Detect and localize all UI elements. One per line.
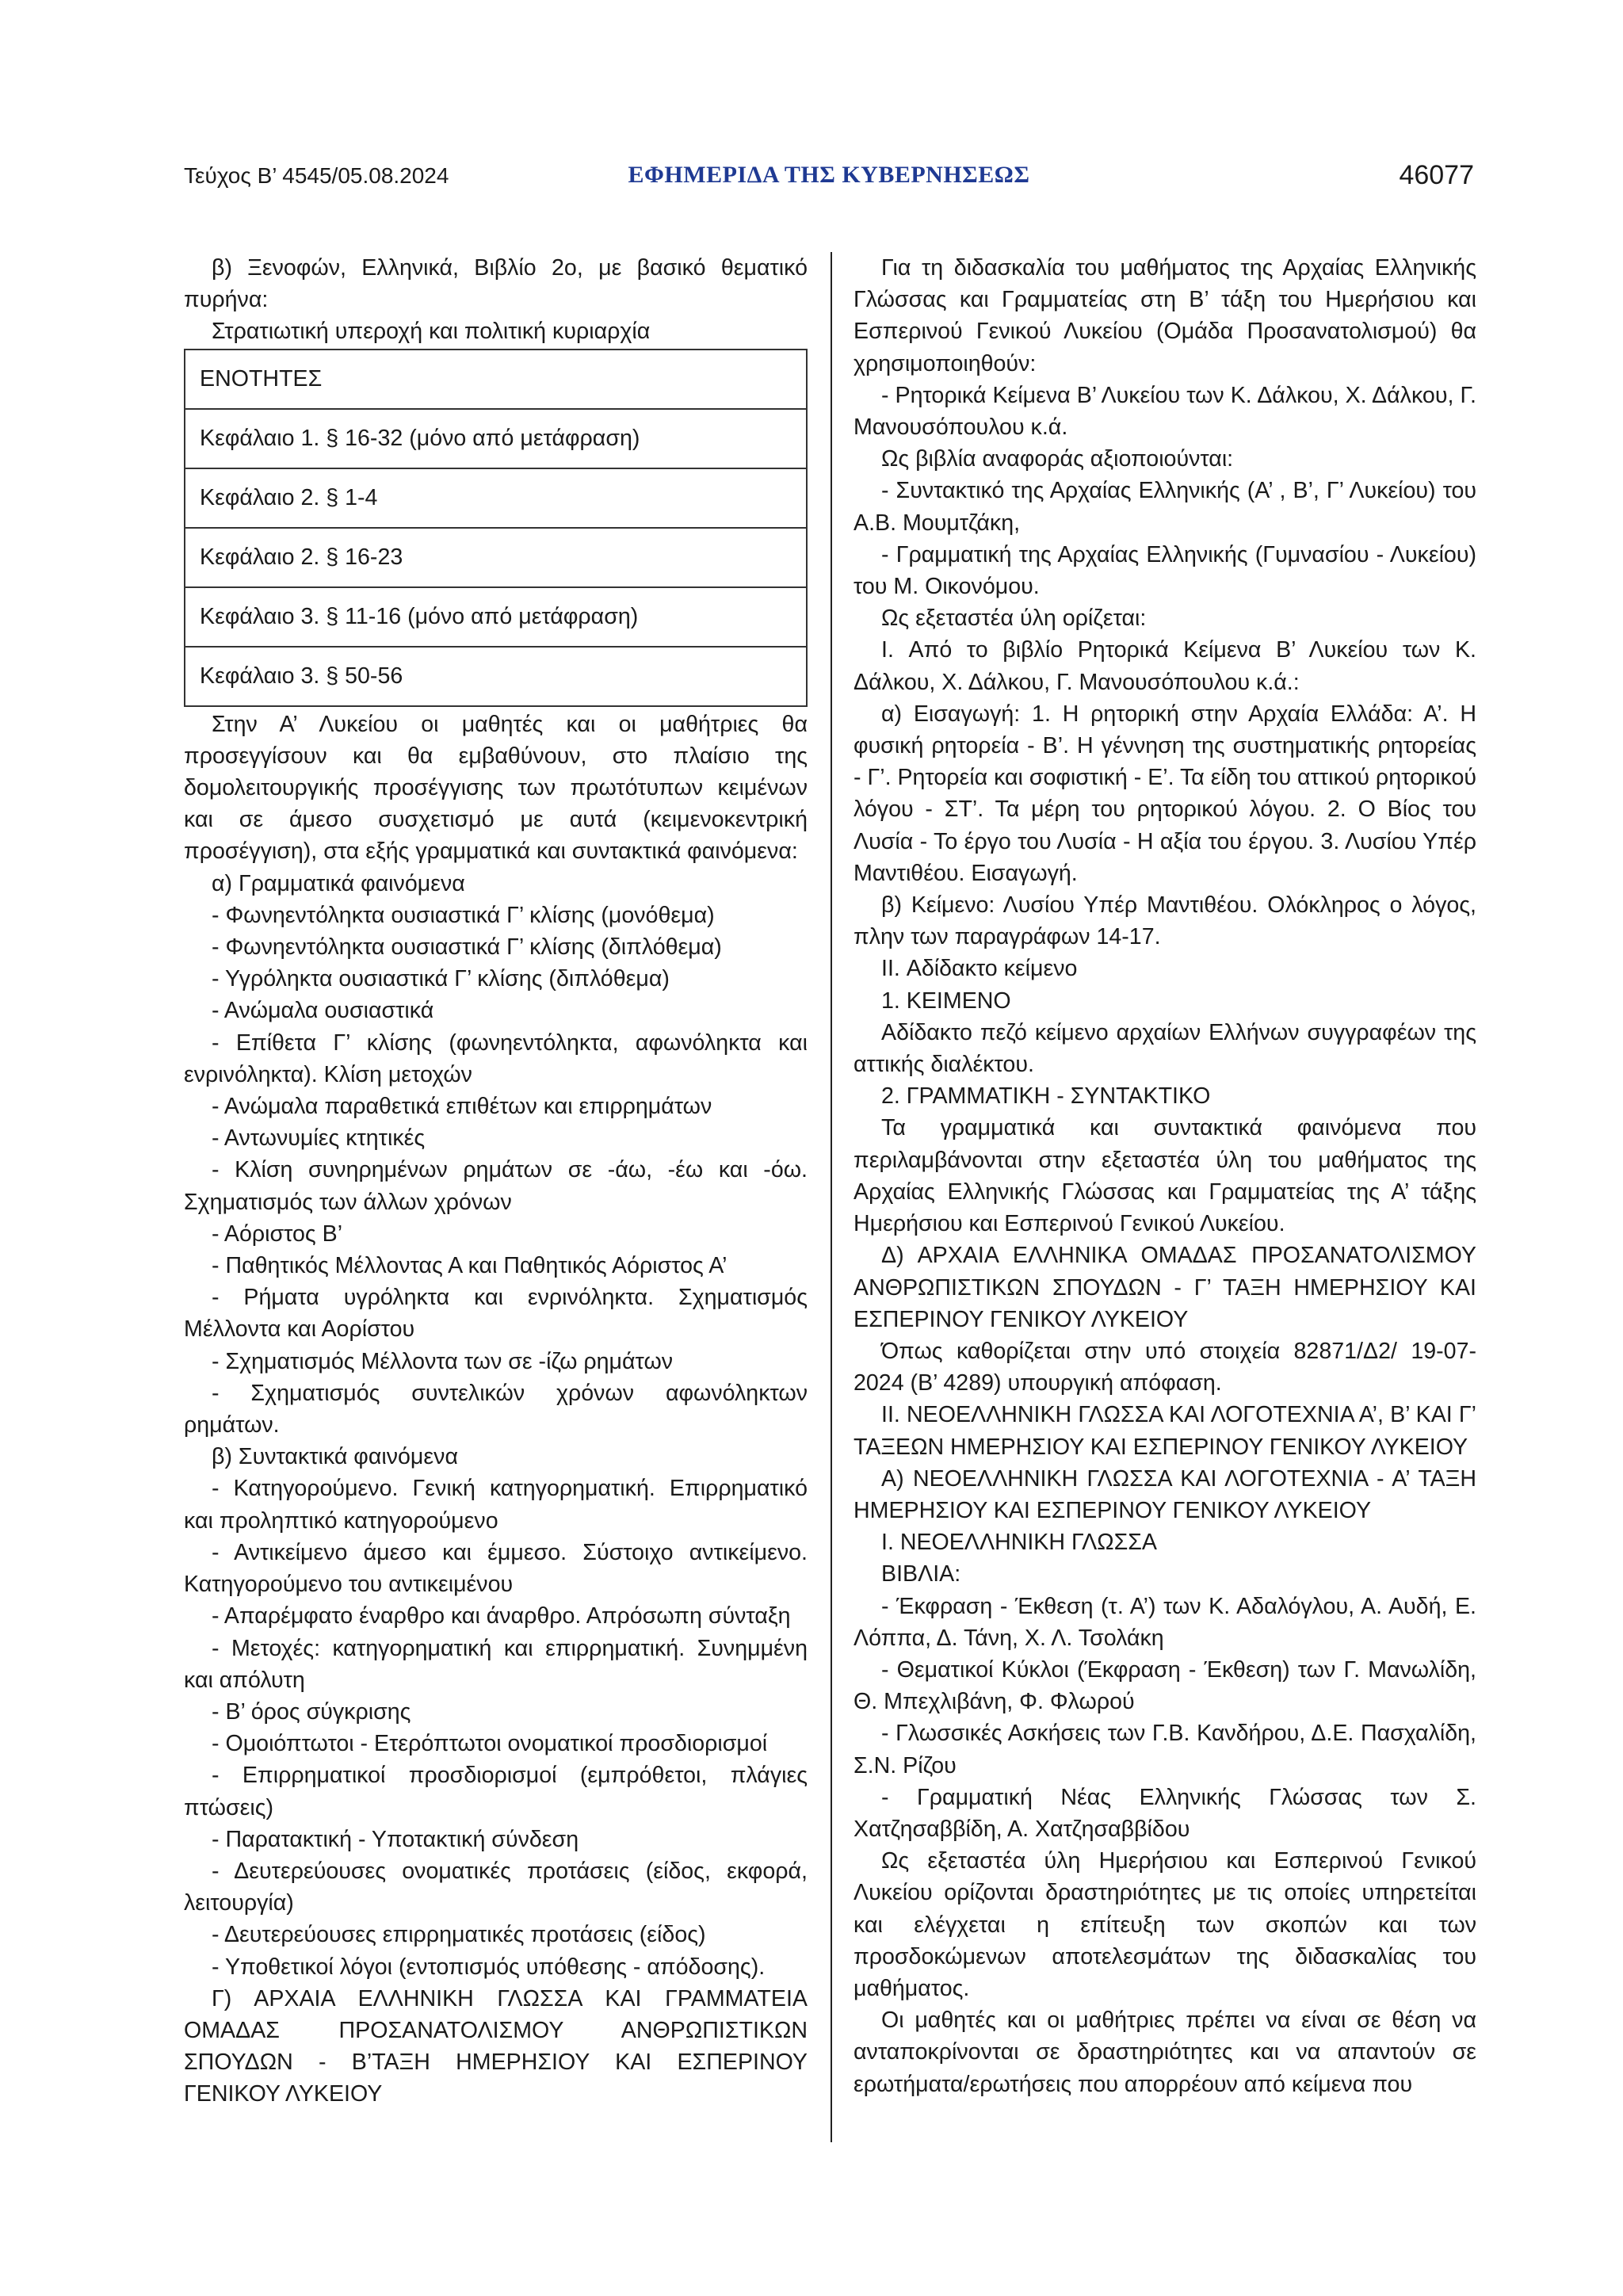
table-cell: Κεφάλαιο 2. § 16-23 [185,528,807,587]
paragraph: I. Από το βιβλίο Ρητορικά Κείμενα Β’ Λυκείου των Κ. Δάλκου, Χ. Δάλκου, Γ. Μανουσόπουλου κ.ά.: [854,637,1476,695]
table-cell: Κεφάλαιο 3. § 50-56 [185,647,807,706]
paragraph: - Ανώμαλα παραθετικά επιθέτων και επιρρημάτων [212,1094,712,1120]
issue-reference: Τεύχος Β’ 4545/05.08.2024 [184,163,449,188]
paragraph: Δ) ΑΡΧΑΙΑ ΕΛΛΗΝΙΚΑ ΟΜΑΔΑΣ ΠΡΟΣΑΝΑΤΟΛΙΣΜΟΥ ΑΝΘΡΩΠΙΣΤΙΚΩΝ ΣΠΟΥΔΩΝ - Γ’ ΤΑΞΗ ΗΜΕΡΗΣΙΟΥ ΚΑΙ ΕΣΠΕΡΙΝΟΥ ΓΕΝΙΚΟΥ ΛΥΚΕΙΟΥ [854,1243,1476,1332]
paragraph: - Επίθετα Γ’ κλίσης (φωνηεντόληκτα, αφωνόληκτα και ενρινόληκτα). Κλίση μετοχών [184,1030,808,1087]
paragraph: - Ομοιόπτωτοι - Ετερόπτωτοι ονοματικοί προσδιορισμοί [212,1731,768,1757]
paragraph: - Έκφραση - Έκθεση (τ. Α’) των Κ. Αδαλόγλου, Α. Αυδή, Ε. Λόππα, Δ. Τάνη, Χ. Λ. Τσολάκη [854,1593,1476,1651]
paragraph: β) Συντακτικά φαινόμενα [212,1444,458,1470]
paragraph: - Γλωσσικές Ασκήσεις των Γ.Β. Κανδήρου, Δ.Ε. Πασχαλίδη, Σ.Ν. Ρίζου [854,1721,1476,1778]
left-column [184,252,808,2111]
paragraph: - Αόριστος Β’ [212,1221,343,1247]
gazette-title: ΕΦΗΜΕΡΙΔΑ ΤΗΣ ΚΥΒΕΡΝΗΣΕΩΣ [628,162,1030,188]
paragraph: I. ΝΕΟΕΛΛΗΝΙΚΗ ΓΛΩΣΣΑ [881,1530,1157,1556]
right-column [854,252,1476,2100]
paragraph: - Παθητικός Μέλλοντας Α και Παθητικός Αόριστος Α’ [212,1253,727,1279]
paragraph: II. Αδίδακτο κείμενο [881,956,1078,982]
table-row [185,528,807,587]
paragraph: - Σχηματισμός συντελικών χρόνων αφωνόληκτων ρημάτων. [184,1380,808,1438]
paragraph: β) Ξενοφών, Ελληνικά, Βιβλίο 2ο, με βασικό θεματικό πυρήνα: [184,255,808,313]
paragraph: Στρατιωτική υπεροχή και πολιτική κυριαρχία [212,319,651,345]
paragraph: Όπως καθορίζεται στην υπό στοιχεία 82871/Δ2/ 19-07-2024 (Β’ 4289) υπουργική απόφαση. [854,1338,1476,1396]
paragraph: - Σχηματισμός Μέλλοντα των σε -ίζω ρημάτων [212,1348,674,1374]
table-row [185,647,807,706]
paragraph: - Γραμματική της Αρχαίας Ελληνικής (Γυμνασίου - Λυκείου) του Μ. Οικονόμου. [854,541,1476,600]
paragraph: - Υποθετικοί λόγοι (εντοπισμός υπόθεσης - απόδοσης). [212,1954,766,1980]
paragraph: - Μετοχές: κατηγορηματική και επιρρηματική. Συνημμένη και απόλυτη [184,1635,808,1693]
paragraph: Α) ΝΕΟΕΛΛΗΝΙΚΗ ΓΛΩΣΣΑ ΚΑΙ ΛΟΓΟΤΕΧΝΙΑ - Α’ ΤΑΞΗ ΗΜΕΡΗΣΙΟΥ ΚΑΙ ΕΣΠΕΡΙΝΟΥ ΓΕΝΙΚΟΥ ΛΥΚΕΙΟΥ [854,1465,1476,1523]
paragraph: - Ρήματα υγρόληκτα και ενρινόληκτα. Σχηματισμός Μέλλοντα και Αορίστου [184,1285,808,1343]
paragraph: - Συντακτικό της Αρχαίας Ελληνικής (Α’ , Β’, Γ’ Λυκείου) του Α.Β. Μουμτζάκη, [854,478,1476,536]
paragraph: - Παρατακτική - Υποτακτική σύνδεση [212,1826,579,1852]
table-row [185,587,807,647]
paragraph: Γ) ΑΡΧΑΙΑ ΕΛΛΗΝΙΚΗ ΓΛΩΣΣΑ ΚΑΙ ΓΡΑΜΜΑΤΕΙΑ ΟΜΑΔΑΣ ΠΡΟΣΑΝΑΤΟΛΙΣΜΟΥ ΑΝΘΡΩΠΙΣΤΙΚΩΝ ΣΠΟΥΔΩΝ - Β’ΤΑΞΗ ΗΜΕΡΗΣΙΟΥ ΚΑΙ ΕΣΠΕΡΙΝΟΥ ΓΕΝΙΚΟΥ ΛΥΚΕΙΟΥ [184,1985,808,2107]
paragraph: - Β’ όρος σύγκρισης [212,1698,411,1725]
paragraph: Στην Α’ Λυκείου οι μαθητές και οι μαθήτριες θα προσεγγίσουν και θα εμβαθύνουν, στο πλαίσιο της δομολειτουργικής προσέγγισης των πρωτότυπων κειμένων και σε άμεσο συσχετισμό με αυτά (κειμενοκεντρική προσέγγιση), στα εξής γραμματικά και συντακτικά φαινόμενα: [184,711,808,865]
paragraph: - Δευτερεύουσες ονοματικές προτάσεις (είδος, εκφορά, λειτουργία) [184,1858,808,1916]
table-row [185,409,807,468]
paragraph: - Ανώμαλα ουσιαστικά [212,998,434,1024]
table-cell: Κεφάλαιο 3. § 11-16 (μόνο από μετάφραση) [185,587,807,647]
paragraph: - Επιρρηματικοί προσδιορισμοί (εμπρόθετοι, πλάγιες πτώσεις) [184,1763,808,1820]
paragraph: II. ΝΕΟΕΛΛΗΝΙΚΗ ΓΛΩΣΣΑ ΚΑΙ ΛΟΓΟΤΕΧΝΙΑ Α’, Β’ ΚΑΙ Γ’ ΤΑΞΕΩΝ ΗΜΕΡΗΣΙΟΥ ΚΑΙ ΕΣΠΕΡΙΝΟΥ ΓΕΝΙΚΟΥ ΛΥΚΕΙΟΥ [854,1402,1476,1460]
paragraph: - Φωνηεντόληκτα ουσιαστικά Γ’ κλίσης (διπλόθεμα) [212,934,722,961]
paragraph: Ως βιβλία αναφοράς αξιοποιούνται: [881,446,1234,472]
paragraph: α) Εισαγωγή: 1. Η ρητορική στην Αρχαία Ελλάδα: Α’. Η φυσική ρητορεία - Β’. Η γέννηση της συστηματικής ρητορείας - Γ’. Ρητορεία και σοφιστική - Ε’. Τα είδη του αττικού ρητορικού λόγου - ΣΤ’. Τα μέρη του ρητορικού λόγου. 2. Ο Βίος του Λυσία - Το έργο του Λυσία - Η αξία του έργου. 3. Λυσίου Υπέρ Μαντιθέου. Εισαγωγή. [854,701,1476,886]
paragraph: Για τη διδασκαλία του μαθήματος της Αρχαίας Ελληνικής Γλώσσας και Γραμματείας στη Β’ τάξη του Ημερήσιου και Εσπερινού Γενικού Λυκείου (Ομάδα Προσανατολισμού) θα χρησιμοποιηθούν: [854,255,1476,376]
paragraph: 2. ΓΡΑΜΜΑΤΙΚΗ - ΣΥΝΤΑΚΤΙΚΟ [881,1083,1211,1110]
table-cell: Κεφάλαιο 1. § 16-32 (μόνο από μετάφραση) [185,409,807,468]
page-number: 46077 [1399,160,1474,190]
paragraph: - Θεματικοί Κύκλοι (Έκφραση - Έκθεση) των Γ. Μανωλίδη, Θ. Μπεχλιβάνη, Φ. Φλωρού [854,1656,1476,1715]
units-table [184,349,808,707]
paragraph: - Γραμματική Νέας Ελληνικής Γλώσσας των Σ. Χατζησαββίδη, Α. Χατζησαββίδου [854,1784,1476,1842]
table-row [185,350,807,409]
page-header [184,157,1474,200]
paragraph: - Υγρόληκτα ουσιαστικά Γ’ κλίσης (διπλόθεμα) [212,966,670,992]
paragraph: Οι μαθητές και οι μαθήτριες πρέπει να είναι σε θέση να ανταποκρίνονται σε δραστηριότητες και να απαντούν σε ερωτήματα/ερωτήσεις που απορρέουν από κείμενα που [854,2008,1476,2097]
paragraph: ΒΙΒΛΙΑ: [881,1561,961,1587]
paragraph: - Αντωνυμίες κτητικές [212,1125,426,1152]
paragraph: Αδίδακτο πεζό κείμενο αρχαίων Ελλήνων συγγραφέων της αττικής διαλέκτου. [854,1019,1476,1078]
paragraph: - Δευτερεύουσες επιρρηματικές προτάσεις (είδος) [212,1922,706,1948]
paragraph: - Φωνηεντόληκτα ουσιαστικά Γ’ κλίσης (μονόθεμα) [212,902,715,928]
paragraph: - Αντικείμενο άμεσο και έμμεσο. Σύστοιχο αντικείμενο. Κατηγορούμενο του αντικειμένου [184,1539,808,1598]
paragraph: 1. ΚΕΙΜΕΝΟ [881,988,1011,1014]
table-row [185,468,807,528]
paragraph: α) Γραμματικά φαινόμενα [212,870,465,896]
paragraph: - Ρητορικά Κείμενα Β’ Λυκείου των Κ. Δάλκου, Χ. Δάλκου, Γ. Μανουσόπουλου κ.ά. [854,382,1476,441]
paragraph: β) Κείμενο: Λυσίου Υπέρ Μαντιθέου. Ολόκληρος ο λόγος, πλην των παραγράφων 14-17. [854,892,1476,950]
table-cell: Κεφάλαιο 2. § 1-4 [185,468,807,528]
paragraph: Ως εξεταστέα ύλη ορίζεται: [881,606,1147,632]
paragraph: Ως εξεταστέα ύλη Ημερήσιου και Εσπερινού Γενικού Λυκείου ορίζονται δραστηριότητες με τις οποίες υπηρετείται και ελέγχεται η επίτευξη των σκοπών και των προσδοκώμενων αποτελεσμάτων της διδασκαλίας του μαθήματος. [854,1848,1476,2001]
left-body-text [184,709,808,2111]
paragraph: - Απαρέμφατο έναρθρο και άναρθρο. Απρόσωπη σύνταξη [212,1603,791,1629]
paragraph: Τα γραμματικά και συντακτικά φαινόμενα που περιλαμβάνονται στην εξεταστέα ύλη του μαθήματος της Αρχαίας Ελληνικής Γλώσσας και Γραμματείας της Α’ τάξης Ημερήσιου και Εσπερινού Γενικού Λυκείου. [854,1115,1476,1237]
table-header-cell: ΕΝΟΤΗΤΕΣ [185,350,807,409]
column-divider [831,252,832,2142]
paragraph: - Κλίση συνηρημένων ρημάτων σε -άω, -έω και -όω. Σχηματισμός των άλλων χρόνων [184,1157,808,1215]
paragraph: - Κατηγορούμενο. Γενική κατηγορηματική. Επιρρηματικό και προληπτικό κατηγορούμενο [184,1476,808,1534]
